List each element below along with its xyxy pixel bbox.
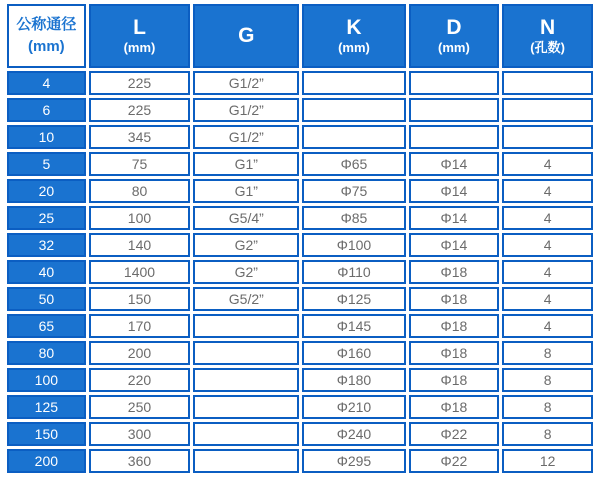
table-row	[7, 314, 593, 338]
header-cell-K	[302, 4, 405, 68]
value-cell: 12	[502, 449, 593, 473]
value-cell: 4	[502, 287, 593, 311]
value-cell: 8	[502, 368, 593, 392]
value-cell: G1/2”	[193, 71, 299, 95]
nominal-diameter-cell: 4	[7, 71, 86, 95]
value-cell: 8	[502, 341, 593, 365]
value-cell: 4	[502, 152, 593, 176]
table-row	[7, 260, 593, 284]
value-cell: 140	[89, 233, 191, 257]
value-cell: Φ65	[302, 152, 405, 176]
value-cell: 4	[502, 260, 593, 284]
value-cell: Φ18	[409, 341, 500, 365]
value-cell: 220	[89, 368, 191, 392]
value-cell: G2”	[193, 260, 299, 284]
header-cell-dn	[7, 4, 86, 68]
nominal-diameter-cell: 80	[7, 341, 86, 365]
value-cell: Φ85	[302, 206, 405, 230]
nominal-diameter-cell: 100	[7, 368, 86, 392]
value-cell: Φ18	[409, 287, 500, 311]
nominal-diameter-cell: 20	[7, 179, 86, 203]
value-cell: 170	[89, 314, 191, 338]
value-cell: 8	[502, 422, 593, 446]
value-cell: Φ295	[302, 449, 405, 473]
table-row	[7, 152, 593, 176]
value-cell: G5/2”	[193, 287, 299, 311]
value-cell: Φ240	[302, 422, 405, 446]
table-row	[7, 179, 593, 203]
table-row	[7, 422, 593, 446]
value-cell: Φ22	[409, 422, 500, 446]
nominal-diameter-cell: 50	[7, 287, 86, 311]
value-cell: 225	[89, 71, 191, 95]
table-row	[7, 449, 593, 473]
value-cell: 100	[89, 206, 191, 230]
header-cell-N	[502, 4, 593, 68]
value-cell: Φ145	[302, 314, 405, 338]
value-cell	[193, 449, 299, 473]
header-cell-D	[409, 4, 500, 68]
value-cell: Φ18	[409, 314, 500, 338]
value-cell: G1/2”	[193, 125, 299, 149]
value-cell	[302, 71, 405, 95]
value-cell: 345	[89, 125, 191, 149]
value-cell: 4	[502, 179, 593, 203]
value-cell	[193, 314, 299, 338]
value-cell: Φ18	[409, 395, 500, 419]
value-cell: Φ210	[302, 395, 405, 419]
value-cell	[193, 341, 299, 365]
value-cell: 300	[89, 422, 191, 446]
header-label: G	[238, 23, 255, 47]
value-cell	[302, 125, 405, 149]
nominal-diameter-cell: 40	[7, 260, 86, 284]
value-cell: 150	[89, 287, 191, 311]
value-cell: 80	[89, 179, 191, 203]
table-row	[7, 287, 593, 311]
value-cell: Φ18	[409, 368, 500, 392]
value-cell: Φ22	[409, 449, 500, 473]
value-cell	[302, 98, 405, 122]
value-cell: 75	[89, 152, 191, 176]
value-cell: 200	[89, 341, 191, 365]
flange-dimension-table	[4, 1, 596, 476]
table-header	[7, 4, 593, 68]
value-cell: Φ14	[409, 152, 500, 176]
nominal-diameter-cell: 10	[7, 125, 86, 149]
nominal-diameter-cell: 65	[7, 314, 86, 338]
header-cell-G	[193, 4, 299, 68]
value-cell	[502, 98, 593, 122]
table-row	[7, 206, 593, 230]
value-cell	[502, 125, 593, 149]
value-cell	[193, 368, 299, 392]
value-cell	[193, 422, 299, 446]
header-label: 公称通径	[16, 16, 77, 34]
value-cell: G1”	[193, 152, 299, 176]
value-cell	[502, 71, 593, 95]
value-cell: Φ14	[409, 233, 500, 257]
table-body	[7, 71, 593, 473]
table-row	[7, 395, 593, 419]
nominal-diameter-cell: 5	[7, 152, 86, 176]
value-cell: 4	[502, 206, 593, 230]
header-label: L	[133, 16, 146, 40]
value-cell: 8	[502, 395, 593, 419]
nominal-diameter-cell: 6	[7, 98, 86, 122]
value-cell: Φ14	[409, 179, 500, 203]
header-sublabel: (mm)	[123, 40, 156, 56]
value-cell: G5/4”	[193, 206, 299, 230]
header-cell-L	[89, 4, 191, 68]
table-row	[7, 233, 593, 257]
table-row	[7, 368, 593, 392]
nominal-diameter-cell: 125	[7, 395, 86, 419]
table-row	[7, 98, 593, 122]
value-cell: 250	[89, 395, 191, 419]
value-cell: 4	[502, 314, 593, 338]
nominal-diameter-cell: 150	[7, 422, 86, 446]
value-cell: Φ100	[302, 233, 405, 257]
header-label: K	[346, 16, 362, 40]
value-cell: Φ180	[302, 368, 405, 392]
table-row	[7, 71, 593, 95]
header-sublabel: (孔数)	[530, 40, 565, 56]
value-cell: Φ18	[409, 260, 500, 284]
value-cell: Φ75	[302, 179, 405, 203]
table-row	[7, 125, 593, 149]
value-cell	[193, 395, 299, 419]
value-cell	[409, 71, 500, 95]
value-cell: Φ125	[302, 287, 405, 311]
value-cell: G2”	[193, 233, 299, 257]
table-row	[7, 341, 593, 365]
value-cell: Φ110	[302, 260, 405, 284]
nominal-diameter-cell: 200	[7, 449, 86, 473]
header-sublabel: (mm)	[438, 40, 470, 56]
value-cell: Φ160	[302, 341, 405, 365]
value-cell: 225	[89, 98, 191, 122]
header-sublabel: (mm)	[338, 40, 370, 56]
value-cell: Φ14	[409, 206, 500, 230]
nominal-diameter-cell: 32	[7, 233, 86, 257]
table-header-row	[7, 4, 593, 68]
header-sublabel: (mm)	[28, 38, 65, 55]
value-cell	[409, 125, 500, 149]
value-cell: 1400	[89, 260, 191, 284]
value-cell	[409, 98, 500, 122]
nominal-diameter-cell: 25	[7, 206, 86, 230]
header-label: D	[446, 16, 462, 40]
value-cell: 4	[502, 233, 593, 257]
value-cell: G1/2”	[193, 98, 299, 122]
value-cell: G1”	[193, 179, 299, 203]
header-label: N	[540, 16, 556, 40]
value-cell: 360	[89, 449, 191, 473]
